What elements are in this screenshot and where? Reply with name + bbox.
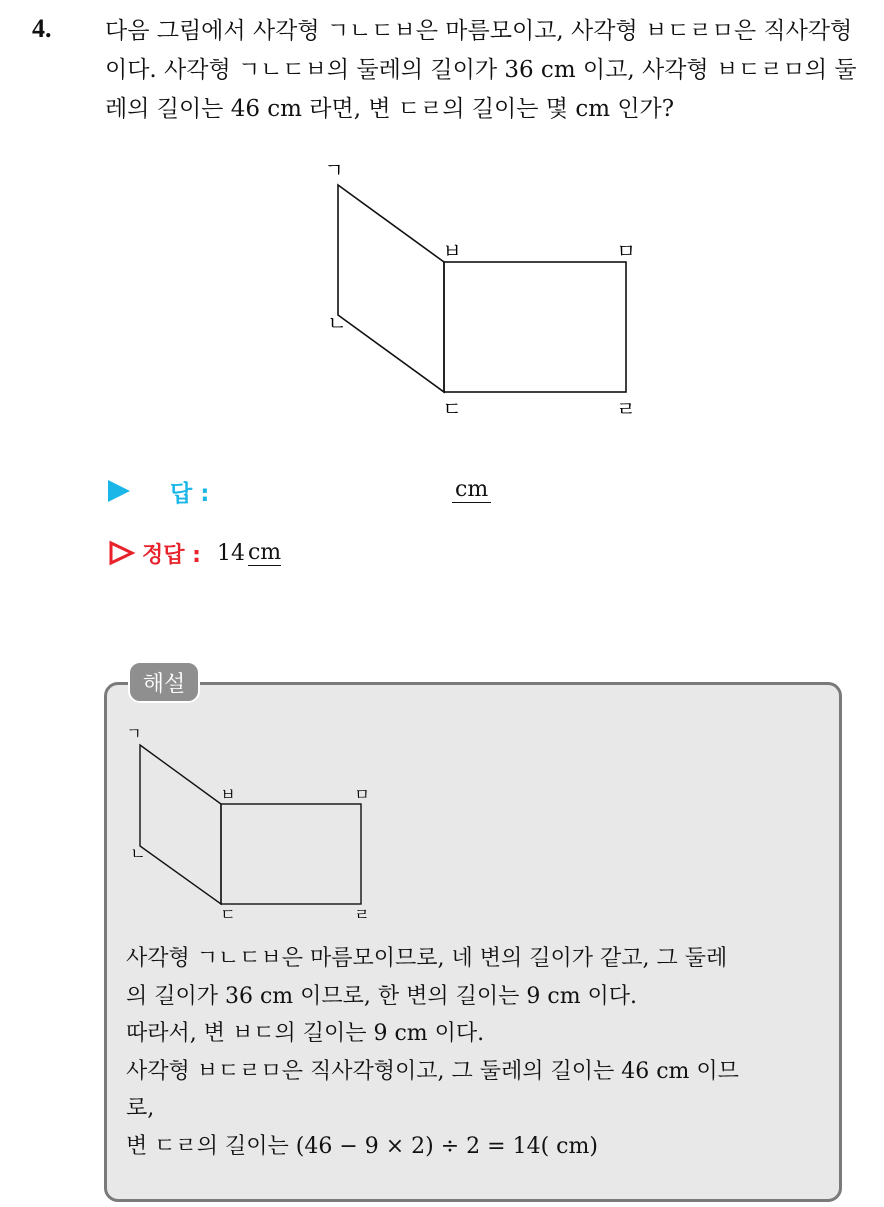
vertex-label-b: ㅂ (442, 239, 462, 263)
question-number: 4. (32, 14, 52, 43)
solution-text (126, 940, 826, 1165)
vertex-label-n-small: ㄴ (130, 844, 146, 863)
solution-figure (120, 722, 390, 927)
question-text: 다음 그림에서 사각형 ㄱㄴㄷㅂ은 마름모이고, 사각형 ㅂㄷㄹㅁ은 직사각형이다. 사각형 ㄱㄴㄷㅂ의 둘레의 길이가 36 cm 이고, 사각형 ㅂㄷㄹㅁ의 둘레의 길이는 46 cm 라면, 변 ㄷㄹ의 길이는 몇 cm 인가? (105, 18, 857, 122)
vertex-label-d-small: ㄷ (220, 905, 236, 924)
rectangle-shape-small (221, 804, 361, 904)
correct-answer-value: 14 (216, 540, 245, 566)
outline-triangle-icon (108, 540, 136, 566)
vertex-label-g-small: ㄱ (126, 724, 142, 743)
solution-line: 변 ㄷㄹ의 길이는 (46 − 9 × 2) ÷ 2 = 14( cm) (126, 1133, 598, 1159)
vertex-label-d: ㄷ (442, 397, 462, 421)
question-figure (300, 150, 660, 430)
solution-tab: 해설 (128, 661, 200, 703)
vertex-label-m: ㅁ (616, 239, 636, 263)
solution-line: 의 길이가 36 cm 이므로, 한 변의 길이는 9 cm 이다. (126, 983, 638, 1009)
answer-row (108, 474, 209, 508)
vertex-label-b-small: ㅂ (220, 785, 236, 804)
solution-line: 사각형 ㄱㄴㄷㅂ은 마름모이므로, 네 변의 길이가 같고, 그 둘레 (126, 946, 728, 971)
vertex-label-g: ㄱ (324, 158, 344, 182)
vertex-label-r: ㄹ (616, 397, 636, 421)
rhombus-shape (338, 185, 444, 392)
solution-line: 사각형 ㅂㄷㄹㅁ은 직사각형이고, 그 둘레의 길이는 46 cm 이므 (126, 1058, 739, 1084)
rhombus-shape-small (140, 745, 221, 904)
solution-line: 따라서, 변 ㅂㄷ의 길이는 9 cm 이다. (126, 1021, 485, 1046)
vertex-label-n: ㄴ (327, 311, 347, 335)
vertex-label-m-small: ㅁ (354, 785, 370, 804)
play-triangle-icon (108, 480, 130, 502)
vertex-label-r-small: ㄹ (354, 905, 370, 924)
answer-unit: cm (452, 478, 491, 503)
correct-answer-unit: cm (247, 539, 282, 565)
answer-label: 답 : (170, 480, 210, 507)
correct-answer-label: 정답 : (142, 542, 201, 568)
correct-answer-row (108, 536, 281, 570)
solution-line: 로, (126, 1096, 155, 1121)
rectangle-shape (444, 262, 626, 392)
